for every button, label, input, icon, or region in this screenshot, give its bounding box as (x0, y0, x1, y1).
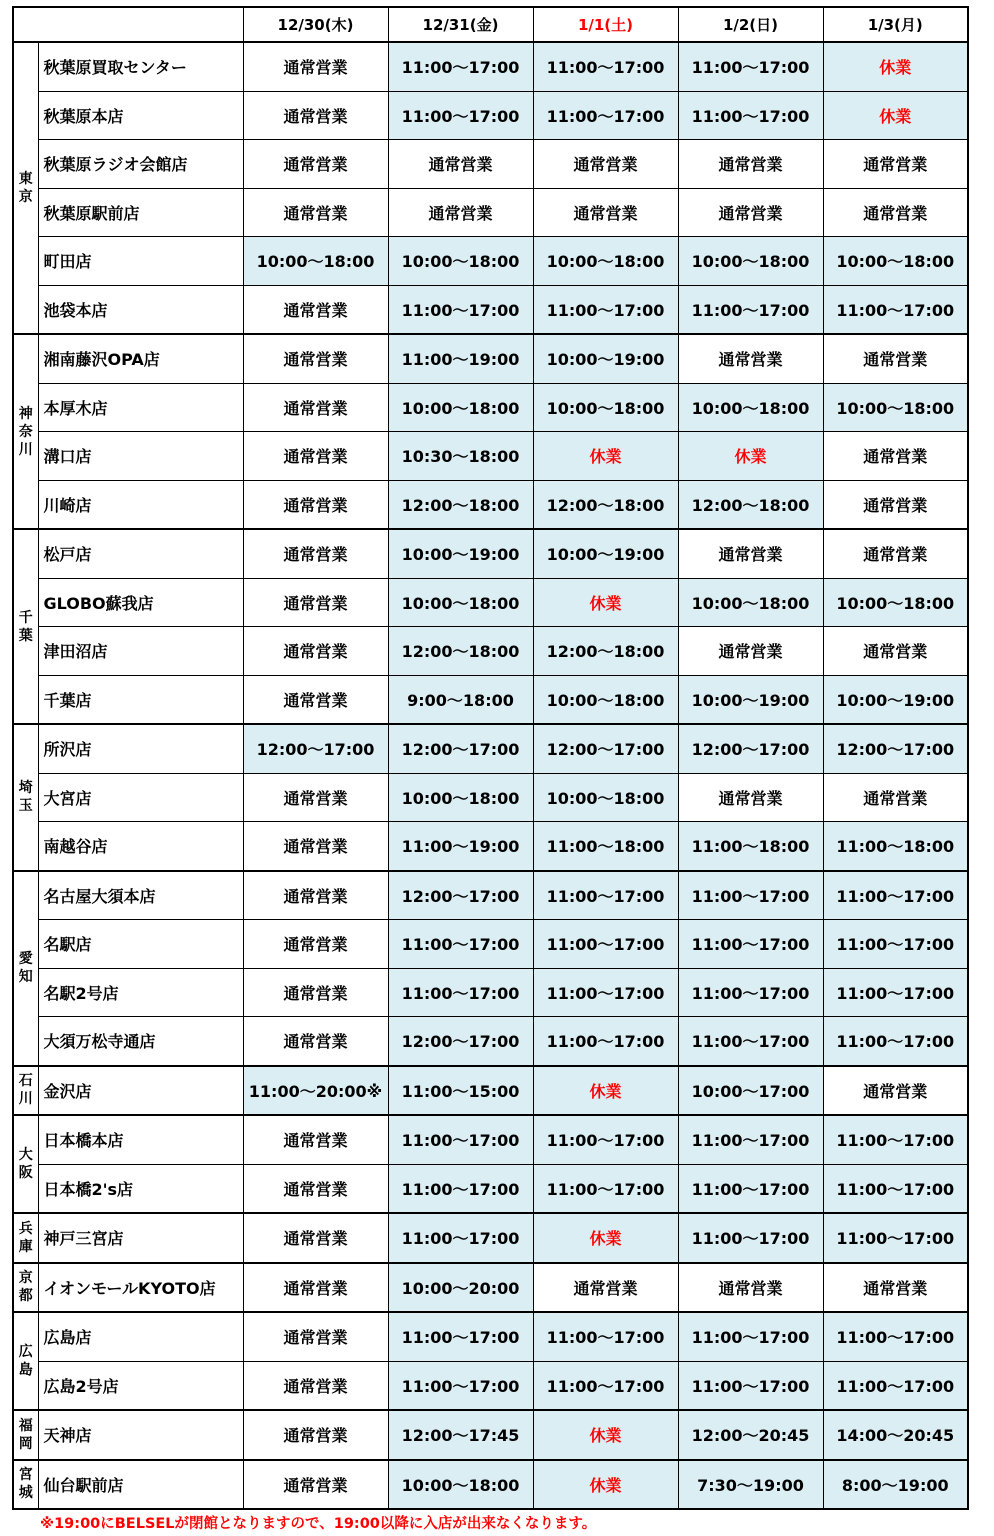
store-name: 秋葉原買取センター (38, 42, 243, 91)
hours-cell: 通常営業 (243, 968, 388, 1017)
hours-cell: 通常営業 (388, 188, 533, 237)
hours-cell: 11:00〜17:00 (533, 920, 678, 969)
hours-cell: 通常営業 (243, 1410, 388, 1460)
prefecture-label: 埼玉 (13, 724, 38, 871)
hours-cell: 10:00〜18:00 (388, 383, 533, 432)
table-row (13, 91, 968, 140)
hours-cell: 11:00〜17:00 (678, 42, 823, 91)
hours-cell: 通常営業 (678, 188, 823, 237)
hours-cell: 14:00〜20:45 (823, 1410, 968, 1460)
store-name: 大須万松寺通店 (38, 1017, 243, 1066)
hours-cell: 通常営業 (678, 627, 823, 676)
hours-cell: 通常営業 (243, 1361, 388, 1410)
hours-cell: 通常営業 (243, 1312, 388, 1361)
hours-cell: 11:00〜17:00 (533, 1115, 678, 1164)
hours-cell: 11:00〜17:00 (388, 1361, 533, 1410)
hours-cell: 通常営業 (533, 188, 678, 237)
closed-cell: 休業 (533, 1213, 678, 1263)
table-row (13, 237, 968, 286)
hours-cell: 11:00〜17:00 (678, 1312, 823, 1361)
hours-cell: 通常営業 (243, 822, 388, 871)
closed-cell: 休業 (533, 578, 678, 627)
hours-cell: 通常営業 (243, 334, 388, 383)
closed-cell: 休業 (823, 42, 968, 91)
hours-cell: 11:00〜18:00 (533, 822, 678, 871)
table-row (13, 188, 968, 237)
table-row (13, 432, 968, 481)
hours-cell: 11:00〜17:00 (388, 285, 533, 334)
hours-cell: 通常営業 (823, 140, 968, 189)
store-name: 千葉店 (38, 675, 243, 724)
hours-cell: 10:00〜18:00 (823, 578, 968, 627)
hours-cell: 12:00〜17:00 (388, 1017, 533, 1066)
hours-cell: 10:00〜18:00 (823, 237, 968, 286)
hours-cell: 11:00〜17:00 (533, 42, 678, 91)
hours-cell: 通常営業 (823, 188, 968, 237)
hours-cell: 11:00〜17:00 (388, 1312, 533, 1361)
prefecture-label: 石川 (13, 1066, 38, 1116)
hours-cell: 通常営業 (533, 1263, 678, 1313)
hours-cell: 11:00〜17:00 (678, 1361, 823, 1410)
hours-cell: 通常営業 (243, 1164, 388, 1213)
hours-cell: 12:00〜18:00 (388, 627, 533, 676)
footnote: ※19:00にBELSELが閉館となりますので、19:00以降に入店が出来なくなります。 (40, 1516, 597, 1532)
hours-cell: 11:00〜15:00 (388, 1066, 533, 1116)
table-row (13, 42, 968, 91)
hours-cell: 11:00〜17:00 (823, 1213, 968, 1263)
hours-cell: 10:00〜19:00 (533, 529, 678, 578)
hours-cell: 11:00〜17:00 (388, 920, 533, 969)
hours-cell: 11:00〜17:00 (388, 1115, 533, 1164)
hours-cell: 11:00〜17:00 (678, 920, 823, 969)
store-name: 大宮店 (38, 773, 243, 822)
store-name: 湘南藤沢OPA店 (38, 334, 243, 383)
store-name: 池袋本店 (38, 285, 243, 334)
hours-cell: 11:00〜17:00 (678, 1164, 823, 1213)
hours-cell: 10:00〜18:00 (388, 1460, 533, 1510)
hours-cell: 12:00〜17:45 (388, 1410, 533, 1460)
hours-cell: 11:00〜20:00※ (243, 1066, 388, 1116)
hours-cell: 12:00〜18:00 (388, 480, 533, 529)
closed-cell: 休業 (533, 1066, 678, 1116)
prefecture-label: 宮城 (13, 1460, 38, 1510)
hours-cell: 11:00〜18:00 (823, 822, 968, 871)
hours-cell: 11:00〜17:00 (823, 1312, 968, 1361)
table-row (13, 1263, 968, 1313)
store-name: 松戸店 (38, 529, 243, 578)
table-row (13, 1361, 968, 1410)
closed-cell: 休業 (533, 1460, 678, 1510)
hours-cell: 11:00〜17:00 (533, 1164, 678, 1213)
store-name: 広島店 (38, 1312, 243, 1361)
store-name: 名駅2号店 (38, 968, 243, 1017)
table-row (13, 1460, 968, 1510)
hours-cell: 11:00〜17:00 (678, 871, 823, 920)
hours-cell: 12:00〜17:00 (678, 724, 823, 773)
hours-cell: 通常営業 (823, 334, 968, 383)
store-name: 溝口店 (38, 432, 243, 481)
table-row (13, 724, 968, 773)
table-row (13, 334, 968, 383)
hours-cell: 10:00〜20:00 (388, 1263, 533, 1313)
hours-cell: 11:00〜17:00 (823, 285, 968, 334)
hours-cell: 10:00〜19:00 (388, 529, 533, 578)
hours-cell: 11:00〜17:00 (678, 1213, 823, 1263)
store-name: 広島2号店 (38, 1361, 243, 1410)
prefecture-label: 愛知 (13, 871, 38, 1066)
header-day: 12/30(木) (243, 7, 388, 42)
hours-cell: 12:00〜18:00 (678, 480, 823, 529)
hours-cell: 通常営業 (243, 91, 388, 140)
hours-cell: 11:00〜17:00 (388, 42, 533, 91)
store-name: 名駅店 (38, 920, 243, 969)
hours-cell: 通常営業 (533, 140, 678, 189)
store-name: 天神店 (38, 1410, 243, 1460)
hours-cell: 10:00〜19:00 (678, 675, 823, 724)
holiday-hours-table (12, 6, 969, 1510)
header-day: 1/2(日) (678, 7, 823, 42)
store-name: 日本橋2's店 (38, 1164, 243, 1213)
hours-cell: 11:00〜17:00 (823, 1164, 968, 1213)
hours-cell: 11:00〜17:00 (678, 1017, 823, 1066)
hours-cell: 通常営業 (243, 1213, 388, 1263)
store-name: イオンモールKYOTO店 (38, 1263, 243, 1313)
hours-cell: 通常営業 (243, 675, 388, 724)
hours-cell: 通常営業 (243, 1017, 388, 1066)
table-row (13, 1066, 968, 1116)
hours-cell: 11:00〜17:00 (678, 91, 823, 140)
closed-cell: 休業 (823, 91, 968, 140)
hours-cell: 10:00〜17:00 (678, 1066, 823, 1116)
hours-cell: 12:00〜17:00 (388, 724, 533, 773)
hours-cell: 11:00〜17:00 (533, 1017, 678, 1066)
prefecture-label: 大阪 (13, 1115, 38, 1213)
hours-cell: 通常営業 (243, 1263, 388, 1313)
hours-cell: 12:00〜17:00 (823, 724, 968, 773)
hours-cell: 通常営業 (243, 1460, 388, 1510)
prefecture-label: 京都 (13, 1263, 38, 1313)
hours-cell: 10:00〜18:00 (533, 675, 678, 724)
table-row (13, 383, 968, 432)
hours-cell: 11:00〜17:00 (388, 968, 533, 1017)
closed-cell: 休業 (533, 432, 678, 481)
hours-cell: 11:00〜17:00 (388, 1164, 533, 1213)
hours-cell: 通常営業 (243, 871, 388, 920)
hours-cell: 10:00〜18:00 (533, 383, 678, 432)
hours-cell: 通常営業 (823, 529, 968, 578)
table-row (13, 529, 968, 578)
hours-cell: 通常営業 (678, 1263, 823, 1313)
prefecture-label: 兵庫 (13, 1213, 38, 1263)
hours-cell: 11:00〜17:00 (823, 1361, 968, 1410)
store-name: 名古屋大須本店 (38, 871, 243, 920)
hours-cell: 通常営業 (823, 627, 968, 676)
hours-cell: 通常営業 (678, 773, 823, 822)
hours-cell: 10:00〜18:00 (678, 578, 823, 627)
hours-cell: 11:00〜17:00 (823, 871, 968, 920)
hours-cell: 11:00〜18:00 (678, 822, 823, 871)
hours-cell: 11:00〜17:00 (388, 91, 533, 140)
hours-cell: 通常営業 (243, 42, 388, 91)
hours-cell: 11:00〜17:00 (533, 1312, 678, 1361)
table-body (13, 7, 968, 1509)
store-name: GLOBO蘇我店 (38, 578, 243, 627)
hours-cell: 10:00〜18:00 (388, 773, 533, 822)
table-row (13, 285, 968, 334)
store-name: 仙台駅前店 (38, 1460, 243, 1510)
prefecture-label: 東京 (13, 42, 38, 334)
hours-cell: 10:00〜18:00 (678, 383, 823, 432)
hours-cell: 11:00〜17:00 (533, 871, 678, 920)
hours-cell: 通常営業 (823, 1263, 968, 1313)
store-name: 本厚木店 (38, 383, 243, 432)
table-row (13, 1164, 968, 1213)
hours-cell: 通常営業 (243, 627, 388, 676)
store-name: 秋葉原駅前店 (38, 188, 243, 237)
table-row (13, 627, 968, 676)
hours-cell: 通常営業 (243, 432, 388, 481)
hours-cell: 10:00〜19:00 (823, 675, 968, 724)
table-row (13, 822, 968, 871)
hours-cell: 通常営業 (243, 285, 388, 334)
table-row (13, 1017, 968, 1066)
hours-cell: 12:00〜17:00 (243, 724, 388, 773)
hours-cell: 10:00〜18:00 (678, 237, 823, 286)
closed-cell: 休業 (533, 1410, 678, 1460)
store-name: 神戸三宮店 (38, 1213, 243, 1263)
store-name: 所沢店 (38, 724, 243, 773)
hours-cell: 10:00〜18:00 (243, 237, 388, 286)
table-row (13, 773, 968, 822)
store-name: 秋葉原本店 (38, 91, 243, 140)
hours-cell: 11:00〜17:00 (533, 968, 678, 1017)
hours-cell: 12:00〜17:00 (533, 724, 678, 773)
hours-cell: 通常営業 (243, 920, 388, 969)
table-row (13, 1410, 968, 1460)
hours-cell: 10:00〜18:00 (823, 383, 968, 432)
hours-cell: 11:00〜17:00 (823, 1115, 968, 1164)
hours-cell: 通常営業 (678, 334, 823, 383)
hours-cell: 11:00〜17:00 (823, 920, 968, 969)
hours-cell: 通常営業 (243, 773, 388, 822)
hours-cell: 11:00〜17:00 (678, 968, 823, 1017)
hours-cell: 10:00〜18:00 (533, 773, 678, 822)
store-name: 町田店 (38, 237, 243, 286)
store-name: 金沢店 (38, 1066, 243, 1116)
table-row (13, 480, 968, 529)
hours-cell: 10:00〜18:00 (388, 237, 533, 286)
hours-cell: 12:00〜18:00 (533, 480, 678, 529)
hours-cell: 12:00〜20:45 (678, 1410, 823, 1460)
hours-cell: 11:00〜17:00 (823, 1017, 968, 1066)
hours-cell: 11:00〜17:00 (678, 285, 823, 334)
table-row (13, 1312, 968, 1361)
hours-cell: 10:30〜18:00 (388, 432, 533, 481)
hours-cell: 通常営業 (823, 432, 968, 481)
table-row (13, 140, 968, 189)
store-name: 南越谷店 (38, 822, 243, 871)
hours-cell: 10:00〜18:00 (533, 237, 678, 286)
header-day: 1/3(月) (823, 7, 968, 42)
header-day: 1/1(土) (533, 7, 678, 42)
closed-cell: 休業 (678, 432, 823, 481)
hours-cell: 通常営業 (243, 140, 388, 189)
hours-cell: 11:00〜19:00 (388, 822, 533, 871)
header-day: 12/31(金) (388, 7, 533, 42)
table-row (13, 920, 968, 969)
hours-cell: 通常営業 (243, 529, 388, 578)
store-name: 川崎店 (38, 480, 243, 529)
prefecture-label: 広島 (13, 1312, 38, 1410)
hours-cell: 8:00〜19:00 (823, 1460, 968, 1510)
prefecture-label: 千葉 (13, 529, 38, 724)
hours-cell: 7:30〜19:00 (678, 1460, 823, 1510)
table-row (13, 968, 968, 1017)
table-row (13, 1115, 968, 1164)
hours-cell: 通常営業 (678, 140, 823, 189)
hours-cell: 通常営業 (823, 1066, 968, 1116)
hours-cell: 通常営業 (243, 1115, 388, 1164)
hours-cell: 10:00〜18:00 (388, 578, 533, 627)
hours-cell: 11:00〜17:00 (533, 285, 678, 334)
hours-cell: 10:00〜19:00 (533, 334, 678, 383)
hours-cell: 通常営業 (243, 188, 388, 237)
header-corner (13, 7, 243, 42)
prefecture-label: 福岡 (13, 1410, 38, 1460)
hours-cell: 12:00〜18:00 (533, 627, 678, 676)
hours-cell: 11:00〜17:00 (533, 1361, 678, 1410)
hours-cell: 11:00〜19:00 (388, 334, 533, 383)
hours-cell: 通常営業 (388, 140, 533, 189)
table-row (13, 578, 968, 627)
hours-cell: 11:00〜17:00 (823, 968, 968, 1017)
table-row (13, 871, 968, 920)
hours-cell: 通常営業 (823, 773, 968, 822)
hours-cell: 11:00〜17:00 (533, 91, 678, 140)
store-name: 秋葉原ラジオ会館店 (38, 140, 243, 189)
hours-cell: 通常営業 (678, 529, 823, 578)
hours-cell: 通常営業 (243, 480, 388, 529)
store-name: 日本橋本店 (38, 1115, 243, 1164)
header-row (13, 7, 968, 42)
table-row (13, 1213, 968, 1263)
hours-cell: 12:00〜17:00 (388, 871, 533, 920)
hours-cell: 通常営業 (243, 578, 388, 627)
hours-cell: 11:00〜17:00 (388, 1213, 533, 1263)
hours-cell: 9:00〜18:00 (388, 675, 533, 724)
table-row (13, 675, 968, 724)
prefecture-label: 神奈川 (13, 334, 38, 529)
store-name: 津田沼店 (38, 627, 243, 676)
hours-cell: 通常営業 (823, 480, 968, 529)
hours-cell: 11:00〜17:00 (678, 1115, 823, 1164)
hours-cell: 通常営業 (243, 383, 388, 432)
